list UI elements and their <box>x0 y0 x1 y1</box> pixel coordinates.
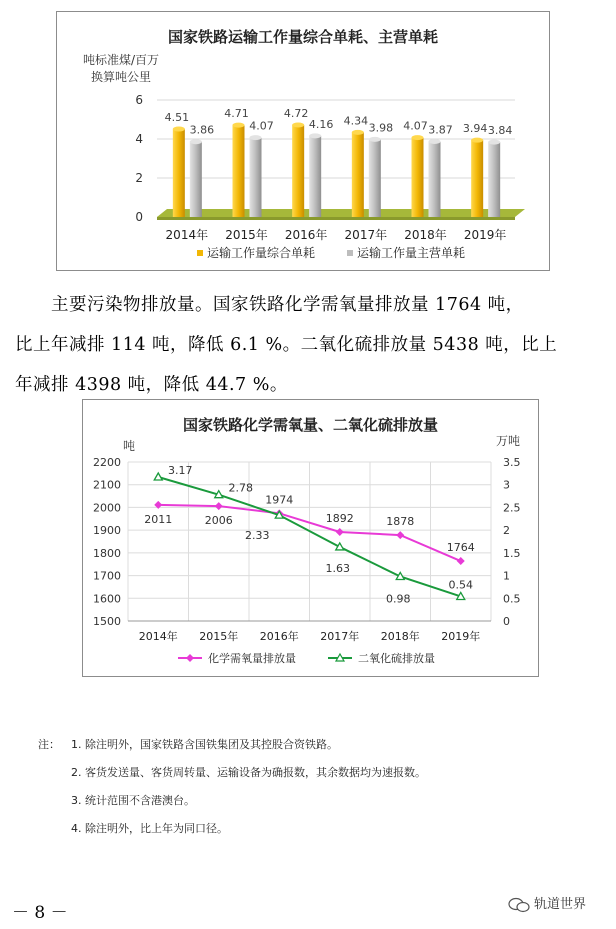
bar-top <box>369 137 381 142</box>
legend-swatch <box>197 250 203 256</box>
data-label: 3.98 <box>368 121 394 135</box>
bar <box>173 129 185 217</box>
bar-top <box>250 135 262 140</box>
bar-top <box>233 123 245 128</box>
x-tick-label: 2014年 <box>165 228 209 242</box>
legend-label: 二氧化硫排放量 <box>358 652 435 665</box>
data-label: 2006 <box>204 514 233 528</box>
bar <box>369 139 381 217</box>
y-tick-label-right: 2.5 <box>503 501 521 515</box>
data-label: 3.94 <box>462 122 488 136</box>
chart-floor <box>157 209 525 217</box>
y-tick-label-right: 0.5 <box>503 592 521 606</box>
data-label: 1892 <box>325 511 354 525</box>
notes-prefix: 注： <box>38 738 60 751</box>
x-tick-label: 2019年 <box>441 630 481 643</box>
data-label: 4.71 <box>224 107 249 121</box>
bar <box>250 138 262 217</box>
y-tick-label-right: 3 <box>503 478 510 492</box>
paragraph-line: 年减排 4398 吨，降低 44.7 %。 <box>15 375 288 395</box>
data-label: 2.78 <box>228 481 253 495</box>
unit-consumption-chart <box>56 11 550 271</box>
y-tick-label-right: 1 <box>503 569 510 583</box>
y-tick-label-right: 3.5 <box>503 456 521 469</box>
bar-top <box>309 133 321 138</box>
line-chart-svg <box>83 400 538 676</box>
x-tick-label: 2015年 <box>199 630 239 643</box>
legend-label: 化学需氧量排放量 <box>208 652 296 665</box>
x-tick-label: 2017年 <box>344 228 388 242</box>
paragraph-line: 比上年减排 114 吨，降低 6.1 %。二氧化硫排放量 5438 吨，比上 <box>15 335 558 355</box>
chart-floor-edge <box>157 217 515 220</box>
chart-title: 国家铁路运输工作量综合单耗、主营单耗 <box>167 28 438 46</box>
legend-marker <box>186 654 194 662</box>
legend-label: 运输工作量综合单耗 <box>207 246 316 260</box>
data-label: 3.84 <box>487 124 513 138</box>
bar <box>292 125 304 217</box>
y-tick-label: 2 <box>135 171 143 185</box>
data-point <box>457 557 465 565</box>
bar <box>352 132 364 217</box>
watermark-text: 轨道世界 <box>534 897 587 912</box>
data-label: 4.07 <box>249 119 274 133</box>
x-tick-label: 2015年 <box>225 228 268 242</box>
data-label: 2011 <box>144 512 173 526</box>
y-tick-label: 4 <box>135 132 143 146</box>
y-tick-label-left: 1800 <box>93 546 121 560</box>
chart-title: 国家铁路化学需氧量、二氧化硫排放量 <box>182 416 438 434</box>
data-label: 4.16 <box>308 117 334 131</box>
y-tick-label-left: 1700 <box>93 569 121 583</box>
page-number: － 8 － <box>12 903 68 923</box>
y-axis-label: 吨标准煤/百万 <box>82 53 160 67</box>
data-label: 3.17 <box>168 463 193 477</box>
y-tick-label-left: 1600 <box>93 592 121 606</box>
data-label: 3.86 <box>189 123 215 137</box>
bar-top <box>190 139 202 144</box>
bar-chart-svg <box>57 12 549 270</box>
note-item: 3. 统计范围不含港澳台。 <box>71 794 195 807</box>
y-tick-label: 0 <box>135 210 143 224</box>
bar-top <box>488 140 500 145</box>
wechat-icon <box>508 897 530 913</box>
y-tick-label-left: 2100 <box>93 478 121 492</box>
data-label: 2.33 <box>245 529 270 543</box>
data-label: 3.87 <box>428 123 453 137</box>
data-label: 1878 <box>386 515 415 529</box>
y-tick-label-right: 1.5 <box>503 546 521 560</box>
x-tick-label: 2018年 <box>404 228 447 242</box>
note-item: 1. 除注明外，国家铁路含国铁集团及其控股合资铁路。 <box>71 738 338 751</box>
y-axis-label-right: 万吨 <box>496 434 521 448</box>
paragraph-line: 主要污染物排放量。国家铁路化学需氧量排放量 1764 吨， <box>51 295 524 315</box>
y-axis-label: 换算吨公里 <box>90 70 152 84</box>
note-item: 2. 客货发送量、客货周转量、运输设备为确报数，其余数据均为速报数。 <box>71 766 426 779</box>
data-point <box>215 502 223 510</box>
y-tick-label: 6 <box>135 93 143 107</box>
bar <box>233 125 245 217</box>
data-label: 4.34 <box>343 114 369 128</box>
y-tick-label-right: 2 <box>503 524 510 538</box>
data-point <box>396 531 404 539</box>
bar <box>429 142 441 217</box>
x-tick-label: 2016年 <box>284 228 328 242</box>
y-axis-label-left: 吨 <box>123 439 136 453</box>
data-label: 4.07 <box>403 119 428 133</box>
data-label: 4.72 <box>283 106 309 120</box>
bar-top <box>173 127 185 132</box>
y-tick-label-left: 2200 <box>93 456 121 469</box>
emissions-chart <box>82 399 539 677</box>
data-label: 0.54 <box>448 578 473 592</box>
x-tick-label: 2019年 <box>463 228 507 242</box>
x-tick-label: 2018年 <box>380 630 420 643</box>
data-label: 1974 <box>265 493 294 507</box>
bar-top <box>412 135 424 140</box>
y-tick-label-left: 1900 <box>93 524 121 538</box>
y-tick-label-left: 1500 <box>93 615 121 628</box>
data-label: 1.63 <box>325 561 350 575</box>
y-tick-label-left: 2000 <box>93 501 121 515</box>
bar-top <box>471 138 483 143</box>
data-label: 4.51 <box>164 111 190 125</box>
data-label: 1764 <box>446 541 475 555</box>
x-tick-label: 2016年 <box>259 630 299 643</box>
note-item: 4. 除注明外，比上年为同口径。 <box>71 822 228 835</box>
x-tick-label: 2014年 <box>138 630 178 643</box>
watermark <box>508 893 586 913</box>
bar <box>471 140 483 217</box>
data-label: 0.98 <box>386 592 411 606</box>
bar-top <box>352 130 364 135</box>
bar-top <box>292 122 304 127</box>
bar <box>309 136 321 217</box>
data-point <box>154 473 162 480</box>
bar <box>488 142 500 217</box>
legend-label: 运输工作量主营单耗 <box>357 246 466 260</box>
bar <box>190 142 202 217</box>
y-tick-label-right: 0 <box>503 615 510 628</box>
bar <box>412 138 424 217</box>
data-point <box>336 528 344 536</box>
pollutant-paragraph <box>15 285 607 405</box>
bar-top <box>429 139 441 144</box>
legend-swatch <box>347 250 353 256</box>
x-tick-label: 2017年 <box>320 630 360 643</box>
